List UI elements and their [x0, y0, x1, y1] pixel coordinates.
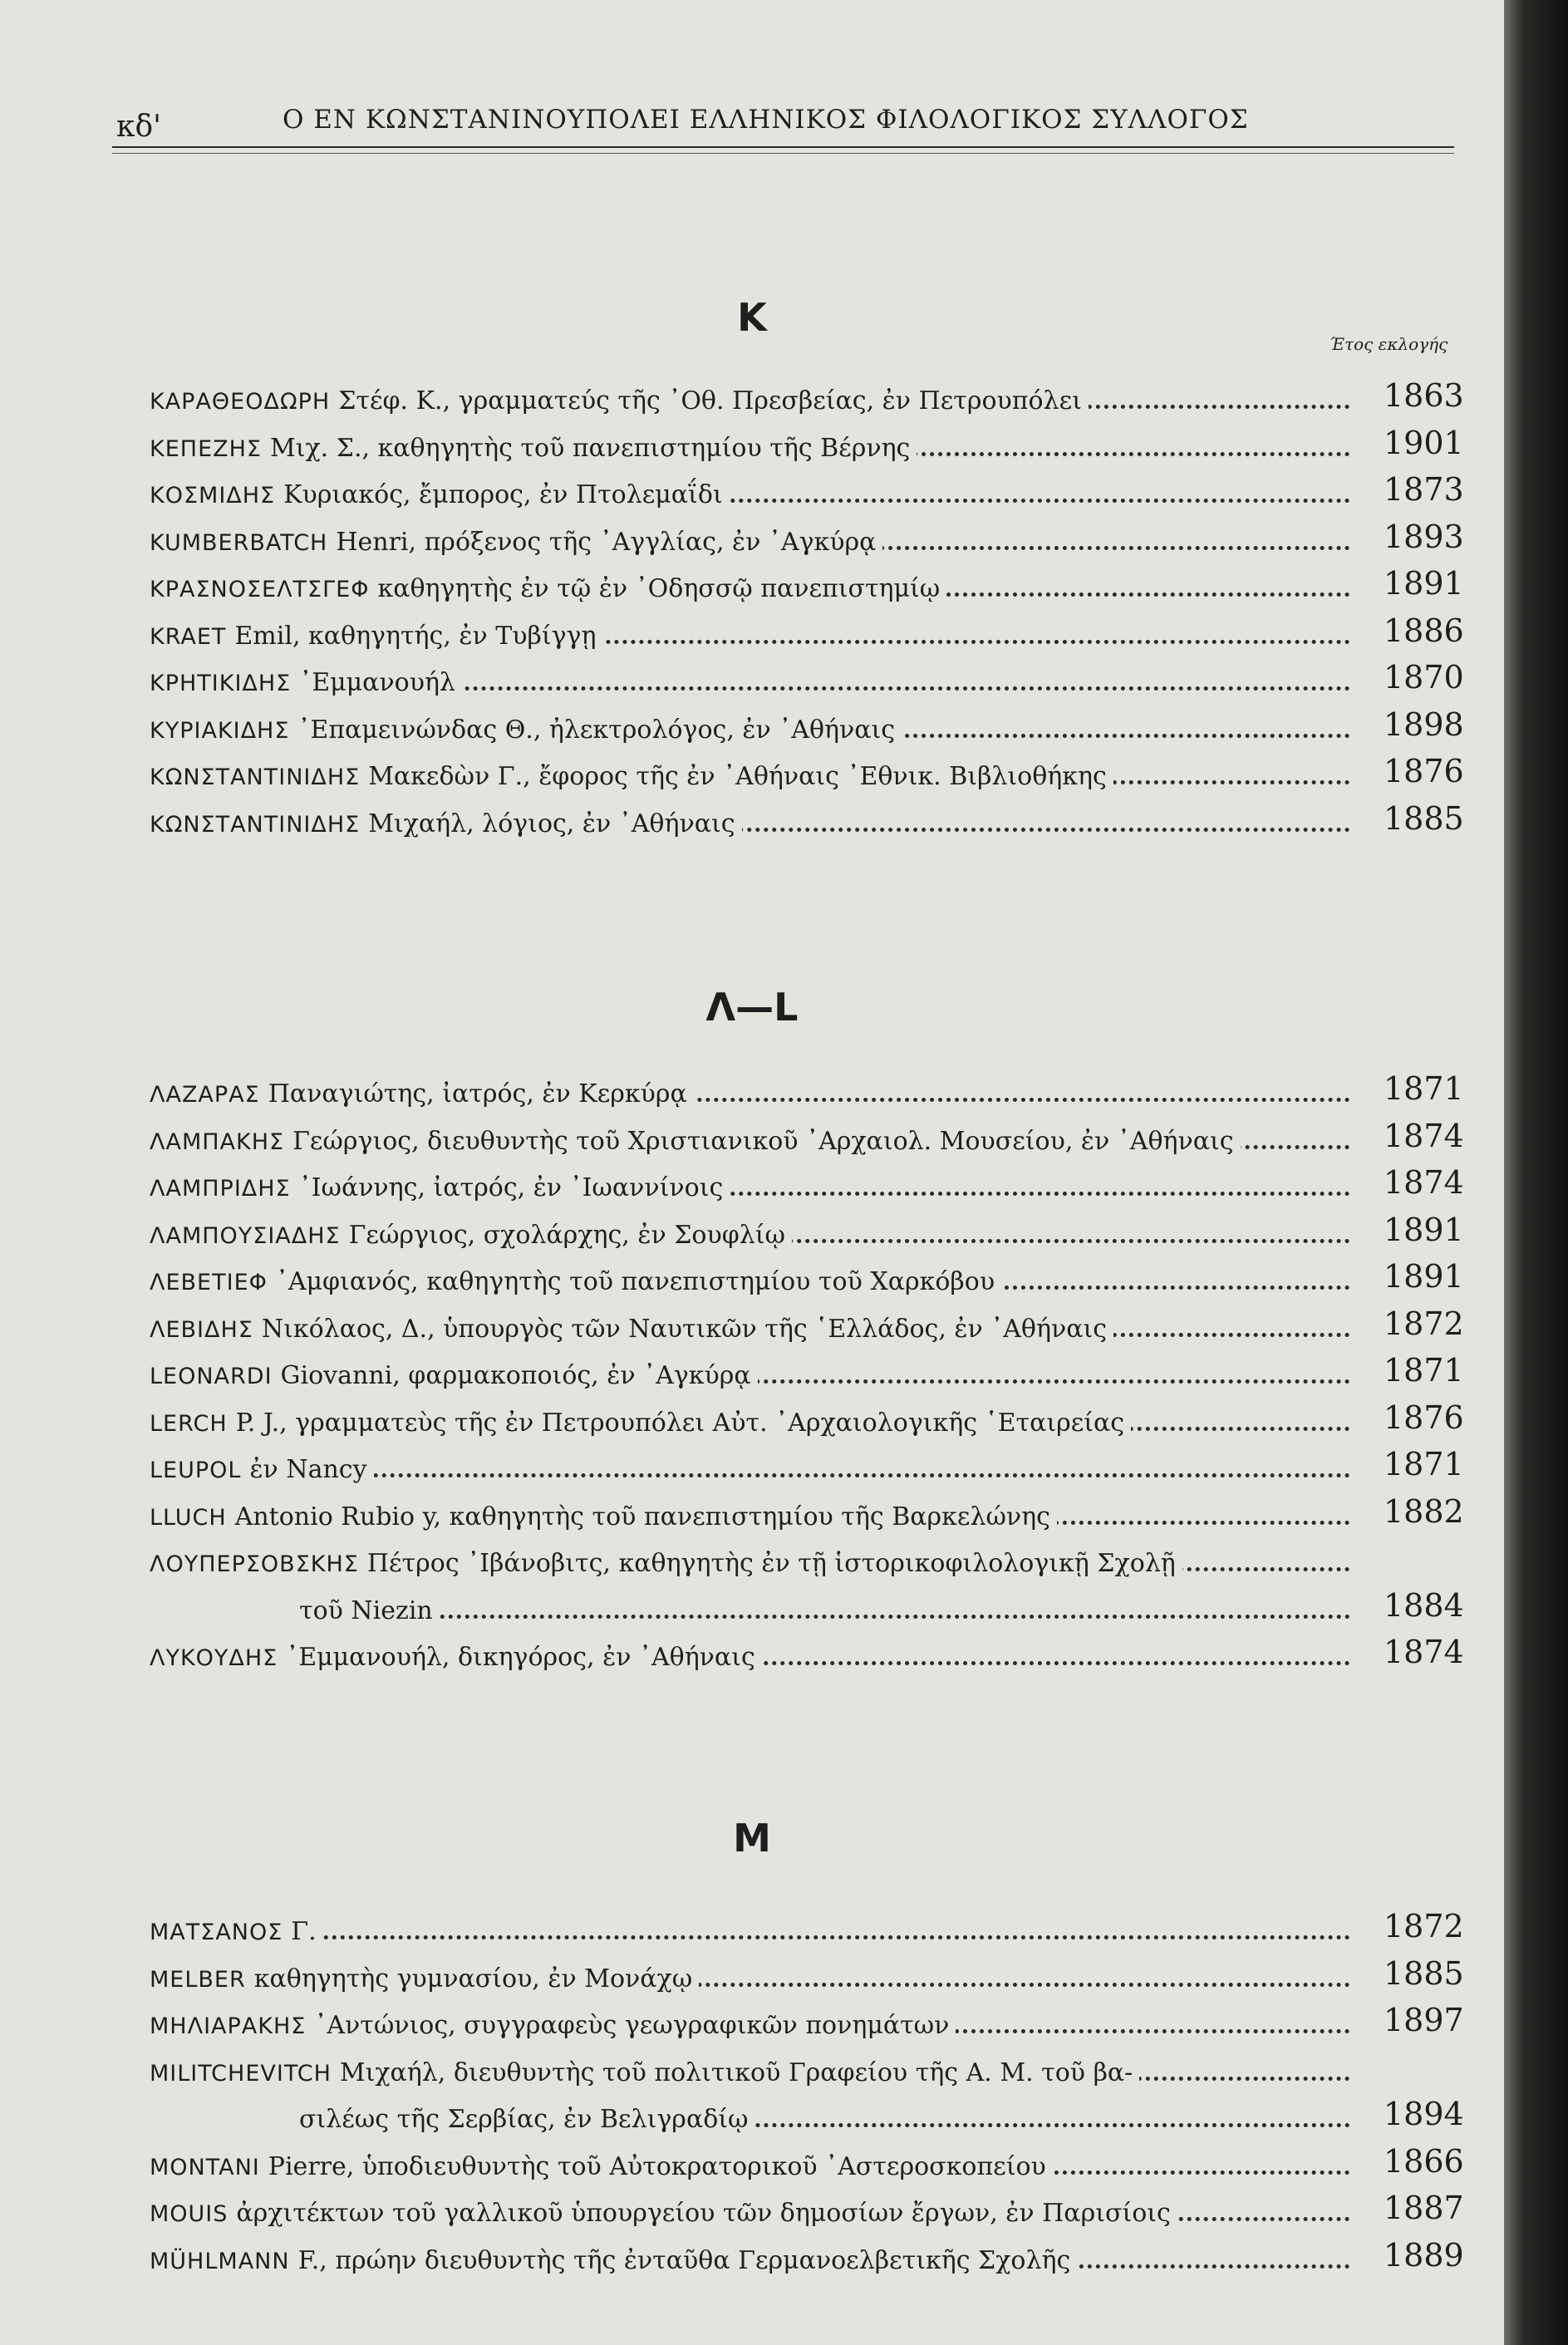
entry-row — [150, 1535, 1350, 1581]
entry-row — [150, 2185, 1350, 2231]
entry-row — [150, 1159, 1350, 1206]
member-description: καθηγητὴς γυμνασίου, ἐν Μονάχῳ — [253, 1964, 693, 1993]
member-description: Μιχαήλ, λόγιος, ἐν ᾿Αθήναις — [368, 809, 735, 838]
entry-row — [150, 701, 1350, 748]
election-year: 1876 — [1384, 1399, 1464, 1436]
section-letter-heading: K — [737, 295, 767, 340]
entry-row — [150, 1253, 1350, 1300]
member-name: LERCH — [150, 1410, 228, 1437]
member-name: LLUCH — [150, 1504, 227, 1531]
member-description: Γεώργιος, σχολάρχης, ἐν Σουφλίῳ — [348, 1220, 785, 1250]
entry-row — [150, 560, 1350, 607]
book-spine-shadow — [1504, 0, 1568, 2345]
member-name: ΚΡΑΣΝΟΣΕΛΤΣΓΕΦ — [150, 577, 370, 602]
member-description: Μιχαήλ, διευθυντὴς τοῦ πολιτικοῦ Γραφείου τῆς Α. Μ. τοῦ βα- — [339, 2057, 1133, 2087]
member-name: ΛΕΒΕΤΙΕΦ — [150, 1270, 268, 1295]
election-year: 1882 — [1384, 1492, 1464, 1530]
member-description: Γ. — [291, 1917, 317, 1946]
election-year: 1876 — [1384, 753, 1464, 789]
election-year: 1873 — [1384, 471, 1464, 508]
entry-row — [150, 1113, 1350, 1159]
election-year: 1893 — [1384, 518, 1464, 555]
member-name: ΛΑΜΠΟΥΣΙΑΔΗΣ — [150, 1222, 341, 1249]
election-year: 1874 — [1384, 1117, 1464, 1154]
entry-row — [150, 1441, 1350, 1487]
member-description: Παναγιώτης, ἰατρός, ἐν Κερκύρᾳ — [268, 1079, 687, 1109]
member-name: MILITCHEVITCH — [150, 2060, 332, 2087]
member-name: LEONARDI — [150, 1364, 273, 1389]
member-name: ΛΟΥΠΕΡΣΟΒΣΚΗΣ — [150, 1551, 359, 1577]
election-year: 1872 — [1384, 1908, 1464, 1944]
election-year: 1891 — [1384, 1211, 1464, 1248]
entry-row — [150, 795, 1350, 842]
member-description-continued: σιλέως τῆς Σερβίας, ἐν Βελιγραδίῳ — [299, 2105, 749, 2134]
dot-leader — [150, 1935, 1350, 1939]
member-name: ΚΡΗΤΙΚΙΔΗΣ — [150, 671, 292, 696]
member-description: F., πρώην διευθυντὴς τῆς ἐνταῦθα Γερμανοελβετικῆς Σχολῆς — [297, 2245, 1071, 2275]
member-name: ΛΑΜΠΑΚΗΣ — [150, 1128, 285, 1155]
member-description: Giovanni, φαρμακοποιός, ἐν ᾿Αγκύρᾳ — [280, 1361, 751, 1390]
entry-row — [150, 1300, 1350, 1347]
dot-leader — [299, 1615, 1350, 1619]
member-name: ΚΥΡΙΑΚΙΔΗΣ — [150, 717, 290, 744]
member-description: Henri, πρόξενος τῆς ᾿Αγγλίας, ἐν ᾿Αγκύρᾳ — [336, 527, 877, 557]
page-number: κδ' — [116, 110, 162, 144]
election-year: 1884 — [1384, 1586, 1464, 1624]
member-description: Μακεδὼν Γ., ἔφορος τῆς ἐν ᾿Αθήναις ᾿Εθνικ. Βιβλιοθήκης — [368, 762, 1107, 791]
election-year: 1891 — [1384, 1258, 1464, 1295]
entry-row — [150, 1997, 1350, 2043]
entry-row — [150, 2138, 1350, 2185]
election-year: 1891 — [1384, 565, 1464, 602]
entry-row — [150, 1394, 1350, 1441]
member-description: ᾿Ιωάννης, ἰατρός, ἐν ᾿Ιωαννίνοις — [298, 1173, 724, 1202]
election-year: 1874 — [1384, 1164, 1464, 1201]
member-name: MELBER — [150, 1966, 246, 1993]
header-rule-thin — [112, 153, 1454, 154]
member-name: ΛΥΚΟΥΔΗΣ — [150, 1645, 278, 1671]
member-description: Emil, καθηγητής, ἐν Τυβίγγῃ — [234, 621, 597, 651]
entry-row — [150, 2044, 1350, 2091]
election-year: 1898 — [1384, 705, 1464, 743]
entry-row — [150, 466, 1350, 513]
election-year: 1889 — [1384, 2236, 1464, 2274]
member-name: ΚΩΝΣΤΑΝΤΙΝΙΔΗΣ — [150, 811, 361, 838]
entry-row — [150, 1950, 1350, 1997]
member-description: Antonio Rubio y, καθηγητὴς τοῦ πανεπιστημίου τῆς Βαρκελώνης — [234, 1502, 1050, 1531]
member-description: Pierre, ὑποδιευθυντὴς τοῦ Αὐτοκρατορικοῦ ᾿Αστεροσκοπείου — [268, 2151, 1046, 2181]
entry-row — [150, 1488, 1350, 1535]
entry-row — [150, 514, 1350, 560]
member-description: Μιχ. Σ., καθηγητὴς τοῦ πανεπιστημίου τῆς Βέρνης — [270, 433, 911, 463]
entry-row — [150, 1065, 1350, 1112]
election-year: 1871 — [1384, 1352, 1464, 1389]
entry-row — [150, 1347, 1350, 1394]
election-year: 1901 — [1384, 424, 1464, 461]
election-year: 1871 — [1384, 1070, 1464, 1107]
member-name: ΚΕΠΕΖΗΣ — [150, 435, 262, 462]
election-year: 1897 — [1384, 2002, 1464, 2038]
member-name: MONTANI — [150, 2154, 260, 2180]
member-description: Στέφ. Κ., γραμματεύς τῆς ᾿Οθ. Πρεσβείας, ἐν Πετρουπόλει — [338, 386, 1082, 415]
page-header — [0, 0, 1504, 166]
member-name: KRAET — [150, 623, 227, 650]
entry-row — [150, 748, 1350, 794]
member-name: ΚΟΣΜΙΔΗΣ — [150, 483, 276, 509]
member-description-continued: τοῦ Niezin — [299, 1595, 433, 1625]
member-name: ΛΕΒΙΔΗΣ — [150, 1316, 253, 1343]
entry-row — [150, 654, 1350, 701]
election-year: 1872 — [1384, 1305, 1464, 1342]
election-year: 1871 — [1384, 1446, 1464, 1482]
entry-row — [299, 2091, 1350, 2137]
member-description: Πέτρος ᾿Ιβάνοβιτς, καθηγητὴς ἐν τῇ ἱστορικοφιλολογικῇ Σχολῇ — [366, 1549, 1176, 1578]
member-description: καθηγητὴς ἐν τῷ ἐν ᾿Οδησσῷ πανεπιστημίῳ — [377, 574, 941, 603]
member-name: KUMBERBATCH — [150, 529, 328, 556]
member-name: ΚΑΡΑΘΕΟΔΩΡΗ — [150, 389, 331, 415]
header-rule — [112, 146, 1454, 148]
member-description: ᾿Εμμανουήλ, δικηγόρος, ἐν ᾿Αθήναις — [286, 1643, 755, 1672]
election-year: 1874 — [1384, 1634, 1464, 1670]
election-year: 1886 — [1384, 612, 1464, 649]
election-year: 1894 — [1384, 2096, 1464, 2132]
member-name: LEUPOL — [150, 1458, 242, 1483]
section-letter-heading: M — [733, 1816, 771, 1861]
member-description: ἐν Nancy — [249, 1455, 367, 1484]
member-name: MÜHLMANN — [150, 2248, 290, 2274]
election-year-column-header: Έτος εκλογής — [1330, 334, 1448, 354]
member-description: ᾿Εμμανουήλ — [299, 668, 455, 697]
member-description: ᾿Επαμεινώνδας Θ., ἠλεκτρολόγος, ἐν ᾿Αθήναις — [297, 715, 896, 745]
running-title: Ο ΕΝ ΚΩΝΣΤΑΝΙΝΟΥΠΟΛΕΙ ΕΛΛΗΝΙΚΟΣ ΦΙΛΟΛΟΓΙΚΟΣ ΣΥΛΛΟΓΟΣ — [283, 105, 1249, 135]
member-name: ΜΑΤΣΑΝΟΣ — [150, 1920, 283, 1945]
member-name: ΚΩΝΣΤΑΝΤΙΝΙΔΗΣ — [150, 764, 361, 790]
member-description: Γεώργιος, διευθυντὴς τοῦ Χριστιανικοῦ ᾿Αρχαιολ. Μουσείου, ἐν ᾿Αθήναις — [292, 1126, 1234, 1156]
election-year: 1863 — [1384, 377, 1464, 414]
member-description: ᾿Αμφιανός, καθηγητὴς τοῦ πανεπιστημίου τοῦ Χαρκόβου — [275, 1267, 995, 1296]
member-description: ἀρχιτέκτων τοῦ γαλλικοῦ ὑπουργείου τῶν δημοσίων ἔργων, ἐν Παρισίοις — [236, 2199, 1171, 2228]
entry-row — [150, 607, 1350, 654]
member-description: Κυριακός, ἔμπορος, ἐν Πτολεμαΐδι — [283, 480, 723, 509]
entry-row — [150, 1207, 1350, 1253]
entry-row — [150, 420, 1350, 466]
election-year: 1870 — [1384, 659, 1464, 696]
entry-row — [150, 1903, 1350, 1949]
member-description: P. J., γραμματεὺς τῆς ἐν Πετρουπόλει Αὐτ. ᾿Αρχαιολογικῆς ῾Εταιρείας — [235, 1408, 1125, 1438]
entry-row — [150, 1629, 1350, 1675]
member-name: ΛΑΖΑΡΑΣ — [150, 1082, 260, 1108]
member-name: MOUIS — [150, 2201, 229, 2227]
member-name: ΜΗΛΙΑΡΑΚΗΣ — [150, 2013, 307, 2039]
election-year: 1887 — [1384, 2190, 1464, 2226]
entry-row — [299, 1582, 1350, 1629]
section-letter-heading: Λ—L — [705, 985, 799, 1030]
entry-row — [150, 372, 1350, 419]
member-description: Νικόλαος, Δ., ὑπουργὸς τῶν Ναυτικῶν τῆς ῾Ελλάδος, ἐν ᾿Αθήναις — [261, 1314, 1108, 1344]
entry-row — [150, 2232, 1350, 2279]
election-year: 1866 — [1384, 2142, 1464, 2180]
election-year: 1885 — [1384, 1954, 1464, 1992]
member-description: ᾿Αντώνιος, συγγραφεὺς γεωγραφικῶν πονημάτων — [314, 2011, 950, 2040]
member-name: ΛΑΜΠΡΙΔΗΣ — [150, 1176, 291, 1202]
election-year: 1885 — [1384, 799, 1464, 837]
